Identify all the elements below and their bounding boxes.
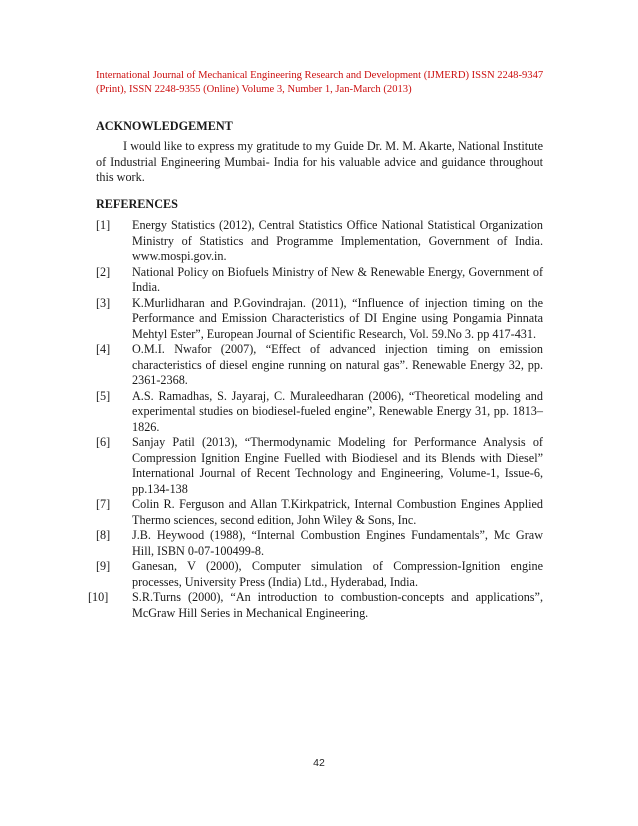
reference-number: [2] [96, 264, 111, 279]
reference-text: Ganesan, V (2000), Computer simulation of Compression-Ignition engine processes, University Press (India) Ltd., Hyderabad, India. [132, 559, 543, 589]
reference-item [96, 265, 543, 296]
reference-text: National Policy on Biofuels Ministry of New & Renewable Energy, Government of India. [132, 264, 543, 294]
reference-text: A.S. Ramadhas, S. Jayaraj, C. Muraleedharan (2006), “Theoretical modeling and experimental studies on biodiesel-fueled engine”, Renewable Energy 31, pp. 1813–1826. [132, 388, 543, 434]
reference-number: [8] [96, 528, 111, 542]
reference-item [96, 559, 543, 590]
references-list [88, 218, 543, 621]
reference-number: [1] [96, 218, 111, 232]
page-number: 42 [313, 757, 325, 769]
reference-item [96, 342, 543, 389]
reference-number: [4] [96, 342, 111, 356]
reference-text: Energy Statistics (2012), Central Statistics Office National Statistical Organization Ministry of Statistics and Programme Implementation, Government of India. www.mospi.gov.in. [132, 218, 543, 263]
reference-item [96, 389, 543, 436]
reference-text: J.B. Heywood (1988), “Internal Combustion Engines Fundamentals”, Mc Graw Hill, ISBN 0-07-100499-8. [132, 528, 543, 558]
reference-item [88, 590, 543, 621]
reference-item [96, 435, 543, 497]
reference-number: [7] [96, 497, 111, 511]
reference-text: O.M.I. Nwafor (2007), “Effect of advanced injection timing on emission characteristics of diesel engine running on natural gas”. Renewable Energy 32, pp. 2361-2368. [132, 342, 543, 387]
journal-header: International Journal of Mechanical Engineering Research and Development (IJMERD) ISSN 2248-9347 (Print), ISSN 2248-9355 (Online) Volume 3, Number 1, Jan-March (2013) [96, 70, 544, 95]
reference-text: S.R.Turns (2000), “An introduction to combustion-concepts and applications”, McGraw Hill Series in Mechanical Engineering. [132, 590, 543, 620]
reference-text: Sanjay Patil (2013), “Thermodynamic Modeling for Performance Analysis of Compression Ignition Engine Fuelled with Biodiesel and its Blends with Diesel” International Journal of Recent Technology and Engineering, Volume-1, Issue-6, pp.134-138 [132, 435, 543, 496]
reference-number: [10] [88, 590, 109, 604]
acknowledgement-body: I would like to express my gratitude to my Guide Dr. M. M. Akarte, National Institute of Industrial Engineering Mumbai- India for his valuable advice and guidance throughout this work. [96, 139, 543, 184]
reference-number: [5] [96, 388, 111, 403]
reference-item [96, 497, 543, 528]
reference-number: [6] [96, 435, 111, 449]
reference-text: Colin R. Ferguson and Allan T.Kirkpatrick, Internal Combustion Engines Applied Thermo sciences, second edition, John Wiley & Sons, Inc. [132, 497, 543, 527]
reference-item [96, 218, 543, 265]
references-heading: REFERENCES [96, 197, 178, 211]
reference-item [96, 528, 543, 559]
acknowledgement-heading: ACKNOWLEDGEMENT [96, 119, 233, 133]
reference-item [96, 296, 543, 343]
reference-text: K.Murlidharan and P.Govindrajan. (2011), “Influence of injection timing on the Performance and Emission Characteristics of DI Engine using Pongamia Pinnata Mehtyl Ester”, European Journal of Scientific Research, Vol. 59.No 3. pp 417-431. [132, 295, 543, 341]
reference-number: [9] [96, 559, 111, 573]
reference-number: [3] [96, 295, 111, 310]
